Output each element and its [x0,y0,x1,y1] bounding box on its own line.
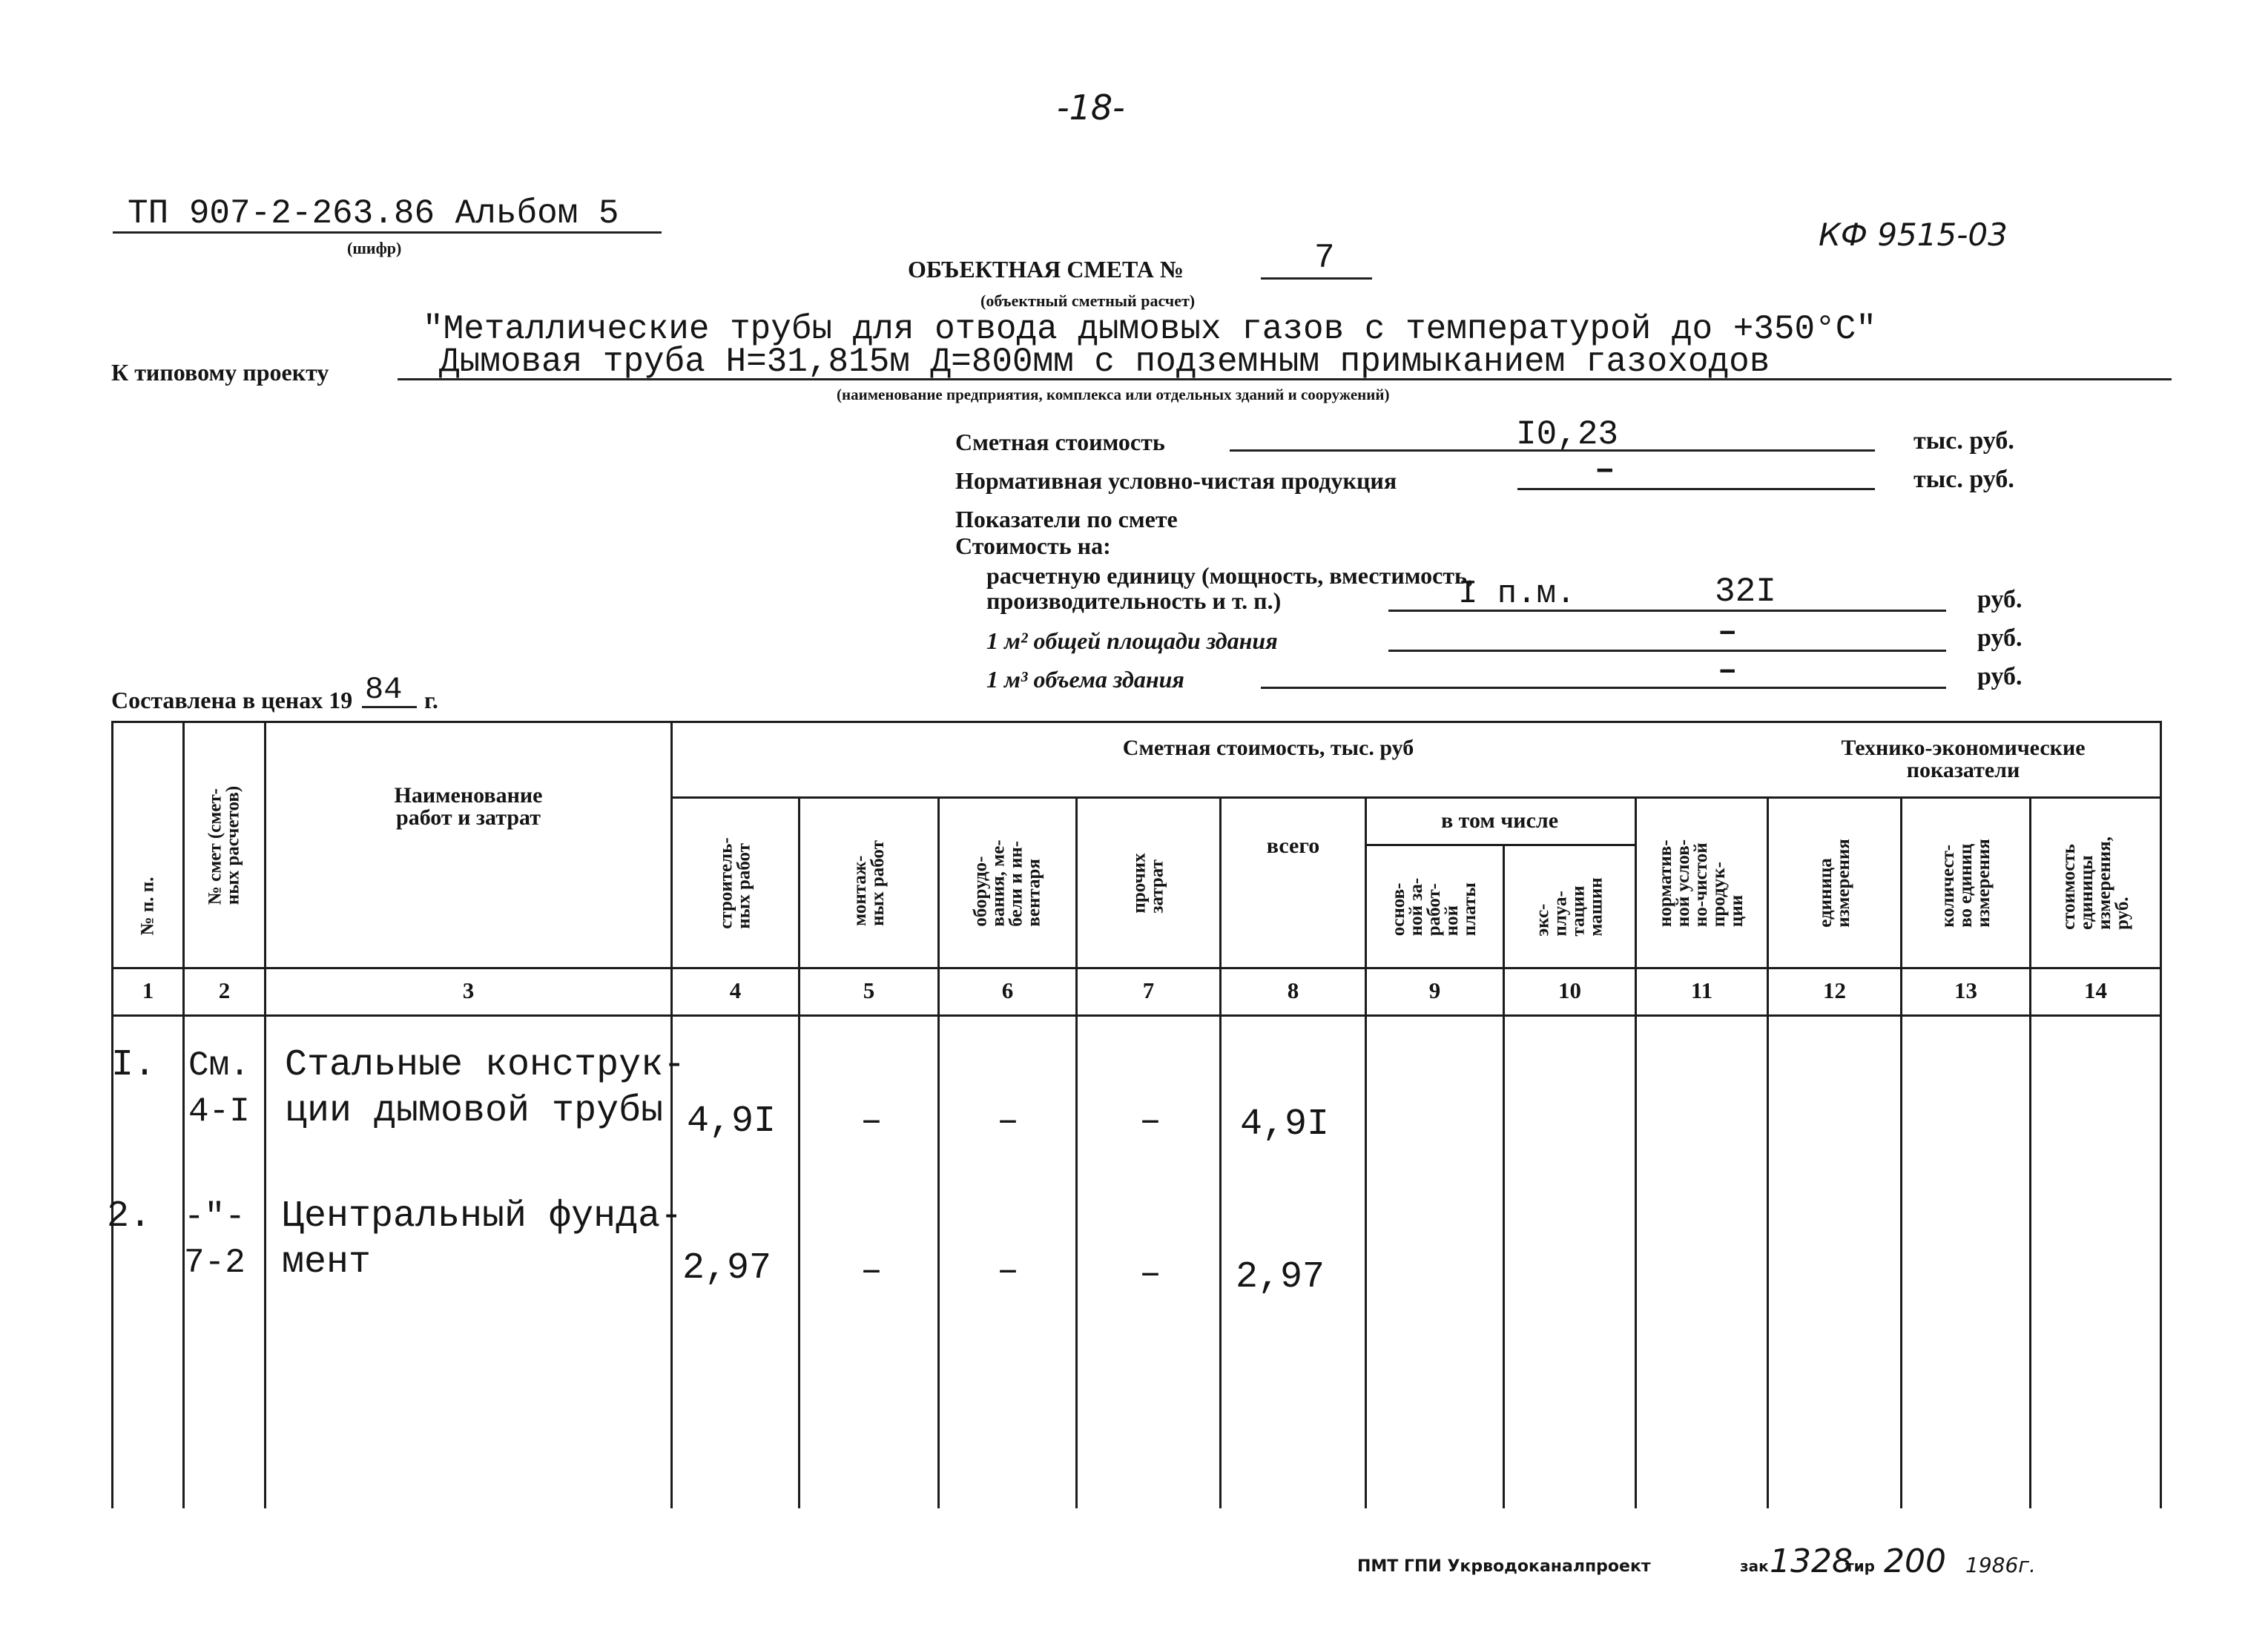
estimate-cost-value: I0,23 [1516,415,1619,454]
header-col-9: основ- ной за- работ- ной платы [1388,877,1480,937]
col-line [1219,796,1222,1508]
volume-cost-line [1261,687,1946,689]
column-numbers-line [111,1014,2161,1017]
order-number: 1328 [1770,1542,1853,1580]
price-year: 84 [365,672,403,707]
row-construction-cost: 4,9I [687,1100,777,1143]
indicators-label: Показатели по смете [955,506,1178,532]
row-equipment-cost: – [997,1100,1020,1143]
project-heading: "Металлические трубы для отвода дымовых газов с температурой до +350°С" [423,310,1876,349]
unit-cost-currency: руб. [1977,586,2023,613]
area-cost-value: – [1718,614,1738,651]
volume-cost-value: – [1718,653,1738,690]
price-year-underline [362,706,417,708]
project-name: Дымовая труба Н=31,815м Д=800мм с подземным примыканием газоходов [439,343,1770,381]
project-name-underline [398,378,2172,380]
row-construction-cost: 2,97 [682,1247,772,1290]
project-label: К типовому проекту [111,359,329,386]
row-estimate-ref: См. 4-I [188,1046,250,1131]
column-number: 8 [1287,977,1299,1003]
estimate-title-caption: (объектный сметный расчет) [980,291,1196,310]
header-col-4: строитель- ных работ [716,837,754,929]
column-number: 3 [462,977,475,1003]
cost-group-header: Сметная стоимость, тыс. руб [1122,736,1414,760]
row-installation-cost: – [860,1100,883,1143]
estimate-title: ОБЪЕКТНАЯ СМЕТА № [908,256,1184,283]
album-code-underline [113,231,662,234]
column-number: 11 [1690,977,1713,1003]
print-year: 1986г. [1965,1553,2036,1577]
column-number: 1 [142,977,154,1003]
header-col-7: прочих затрат [1129,853,1167,914]
header-col-1: № п. п. [137,877,158,936]
estimate-number: 7 [1314,239,1335,277]
row-installation-cost: – [860,1250,883,1293]
area-cost-currency: руб. [1977,624,2023,652]
column-number: 10 [1558,977,1581,1003]
unit-cost-label-line2: производительность и т. п.) [986,587,1282,614]
row-total-cost: 4,9I [1240,1103,1330,1146]
header-bottom-line [111,967,2161,969]
printer-stamp: ПМТ ГПИ Укрводоканалпроект [1357,1557,1651,1576]
row-other-cost: – [1139,1100,1162,1143]
unit-name: I п.м. [1458,575,1576,613]
price-year-prefix: Составлена в ценах 19 [111,687,353,713]
document-code: КФ 9515-03 [1819,217,2008,253]
row-total-cost: 2,97 [1236,1256,1325,1298]
normative-product-value: – [1595,451,1615,489]
col-line [111,721,113,1508]
area-cost-line [1388,650,1946,652]
column-number: 2 [218,977,231,1003]
table-top-line [111,721,2161,723]
col-line [264,721,266,1508]
group-header-line [670,796,2161,799]
header-col-6: оборудо- вания, ме- бели и ин- вентаря [970,839,1044,927]
header-col-8: всего [1266,834,1320,858]
area-cost-label: 1 м² общей площади здания [986,627,1278,654]
row-other-cost: – [1139,1253,1162,1296]
unit-cost-value: 32I [1715,572,1776,611]
header-col-12: единица измерения [1815,839,1853,928]
order-label: зак [1740,1557,1769,1575]
volume-cost-label: 1 м³ объема здания [986,666,1184,693]
header-col-13: количест- во единиц измерения [1937,839,1994,928]
cost-per-label: Стоимость на: [955,532,1111,559]
normative-product-unit: тыс. руб. [1913,466,2014,493]
including-header-line [1365,844,1635,846]
column-number: 13 [1954,977,1977,1003]
header-col-11: норматив- ной услов- но-чистой продук- ции [1655,839,1747,928]
column-number: 4 [729,977,742,1003]
copies-number: 200 [1884,1542,1946,1580]
header-col-2: № смет (смет- ных расчетов) [205,785,243,905]
unit-cost-label-line1: расчетную единицу (мощность, вместимость, [986,562,1473,589]
normative-product-label: Нормативная условно-чистая продукция [955,467,1397,494]
header-col-3: Наименование работ и затрат [394,783,543,830]
column-number: 7 [1142,977,1155,1003]
row-estimate-ref: -"- 7-2 [184,1198,245,1282]
estimate-number-underline [1261,277,1372,280]
col-line [2160,721,2162,1508]
including-header: в том числе [1440,808,1559,833]
column-number: 9 [1428,977,1441,1003]
column-number: 12 [1823,977,1846,1003]
tech-group-header: Технико-экономические показатели [1841,736,2086,782]
album-code-caption: (шифр) [347,239,402,257]
estimate-cost-unit: тыс. руб. [1913,427,2014,455]
column-number: 5 [863,977,875,1003]
price-year-suffix: г. [424,687,438,713]
header-col-5: монтаж- ных работ [849,840,888,926]
page-number: -18- [1057,88,1125,128]
row-equipment-cost: – [997,1250,1020,1293]
estimate-cost-label: Сметная стоимость [955,429,1165,455]
column-number: 14 [2084,977,2107,1003]
header-col-14: стоимость единицы измерения, руб. [2058,836,2132,930]
column-number: 6 [1001,977,1014,1003]
copies-label: тир [1845,1557,1875,1575]
row-number: I. [111,1044,156,1086]
project-name-caption: (наименование предприятия, комплекса или отдельных зданий и сооружений) [837,386,1390,403]
header-col-10: экс- плуа- тации машин [1532,877,1606,937]
album-code: ТП 907-2-263.86 Альбом 5 [128,194,619,233]
row-number: 2. [107,1195,152,1238]
normative-product-line [1517,488,1875,490]
volume-cost-currency: руб. [1977,663,2023,690]
row-work-name: Стальные конструк- ции дымовой трубы [285,1044,686,1132]
row-work-name: Центральный фунда- мент [282,1195,683,1284]
